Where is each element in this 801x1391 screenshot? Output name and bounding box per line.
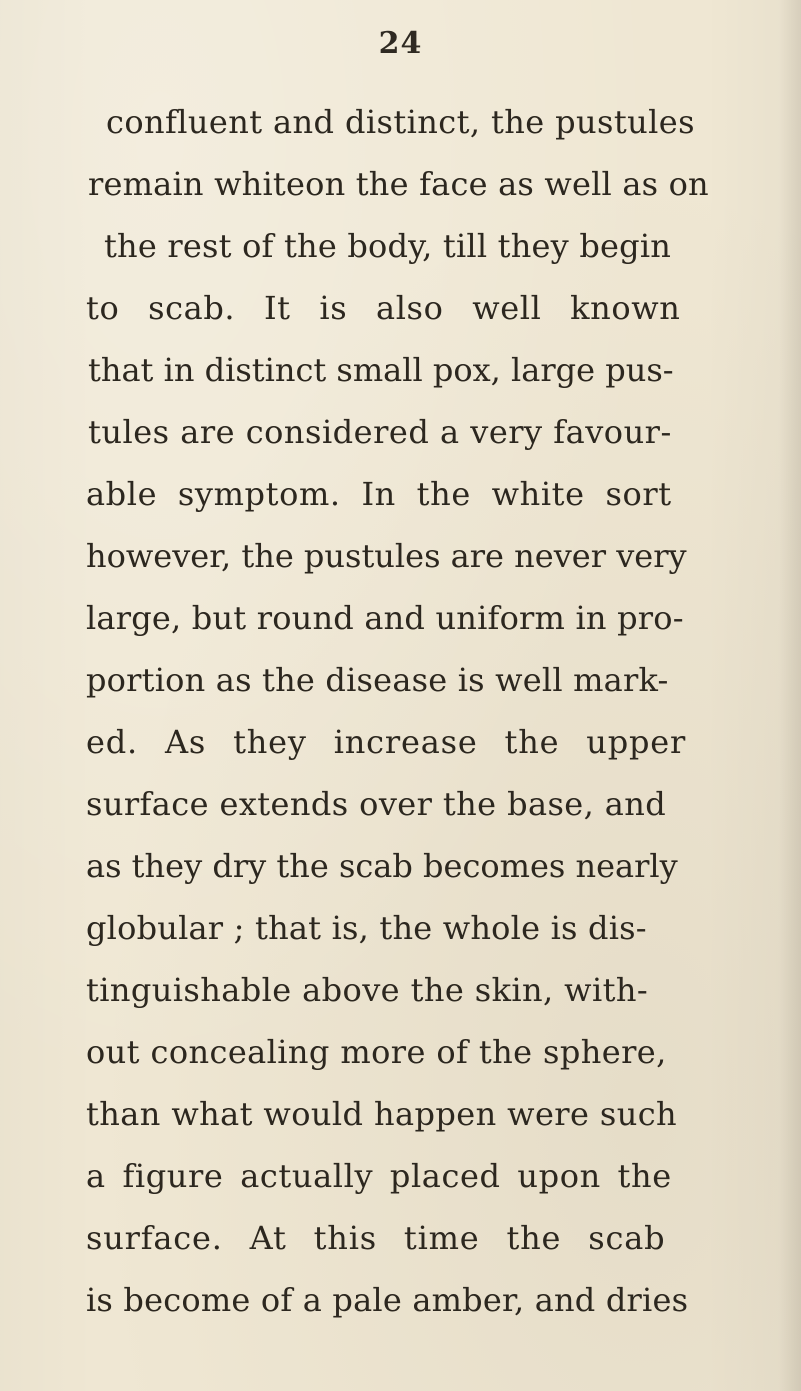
text-line: a figure actually placed upon the xyxy=(86,1157,672,1195)
text-line: that in distinct small pox, large pus- xyxy=(88,351,674,389)
text-line: the rest of the body, till they begin xyxy=(104,227,672,265)
text-line: globular ; that is, the whole is dis- xyxy=(86,909,647,947)
text-line: tinguishable above the skin, with- xyxy=(86,971,649,1009)
text-line: is become of a pale amber, and dries xyxy=(86,1281,689,1319)
text-line: large, but round and uniform in pro- xyxy=(86,599,684,637)
text-line: as they dry the scab becomes nearly xyxy=(86,847,678,885)
text-line: portion as the disease is well mark- xyxy=(86,661,669,699)
text-line: tules are considered a very favour- xyxy=(88,413,672,451)
text-line: ed. As they increase the upper xyxy=(86,723,687,761)
text-line: out concealing more of the sphere, xyxy=(86,1033,667,1071)
text-line: surface extends over the base, and xyxy=(86,785,667,823)
text-line: than what would happen were such xyxy=(86,1095,678,1133)
text-line: however, the pustules are never very xyxy=(86,537,687,575)
text-line: remain whiteon the face as well as on xyxy=(88,165,709,203)
page-number: 24 xyxy=(378,26,423,61)
text-line: able symptom. In the white sort xyxy=(86,475,672,513)
text-line: to scab. It is also well known xyxy=(86,289,681,327)
text-line: confluent and distinct, the pustules xyxy=(106,103,695,141)
text-line: surface. At this time the scab xyxy=(86,1219,666,1257)
